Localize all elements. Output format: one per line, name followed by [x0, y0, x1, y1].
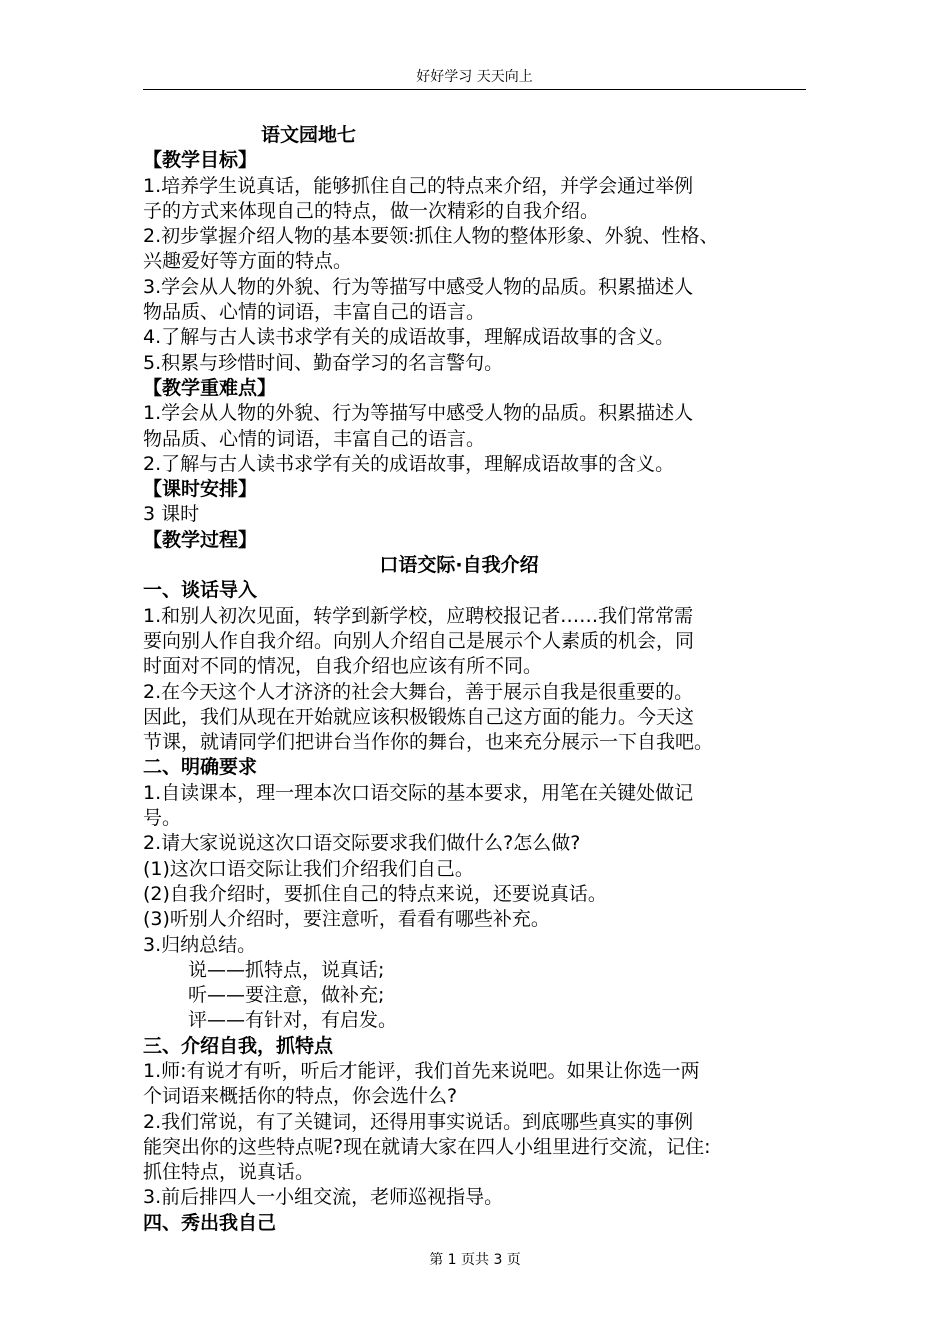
subsection-title: 口语交际·自我介绍 — [379, 554, 539, 577]
paragraph-line: 物品质、心情的词语，丰富自己的语言。 — [143, 301, 486, 324]
paragraph-line: 个词语来概括你的特点，你会选什么? — [143, 1085, 458, 1108]
summary-line: 说——抓特点，说真话; — [188, 958, 385, 981]
paragraph-line: 5.积累与珍惜时间、勤奋学习的名言警句。 — [143, 351, 504, 374]
header-text: 好好学习 天天向上 — [416, 69, 533, 85]
document-body — [143, 123, 823, 1236]
paragraph-line: 子的方式来体现自己的特点，做一次精彩的自我介绍。 — [143, 199, 600, 222]
paragraph-line: 1.和别人初次见面，转学到新学校，应聘校报记者……我们常常需 — [143, 604, 694, 627]
step-heading-2: 二、明确要求 — [143, 756, 258, 779]
paragraph-line: (2)自我介绍时，要抓住自己的特点来说，还要说真话。 — [143, 882, 607, 905]
paragraph-line: 时面对不同的情况，自我介绍也应该有所不同。 — [143, 655, 543, 678]
paragraph-line: 2.初步掌握介绍人物的基本要领:抓住人物的整体形象、外貌、性格、 — [143, 225, 719, 248]
paragraph-line: (3)听别人介绍时，要注意听，看看有哪些补充。 — [143, 908, 550, 931]
step-heading-4: 四、秀出我自己 — [143, 1211, 277, 1234]
paragraph-line: 1.师:有说才有听，听后才能评，我们首先来说吧。如果让你选一两 — [143, 1059, 700, 1082]
page-footer — [0, 1250, 950, 1270]
paragraph-line: 3.前后排四人一小组交流，老师巡视指导。 — [143, 1186, 504, 1209]
paragraph-line: 要向别人作自我介绍。向别人介绍自己是展示个人素质的机会，同 — [143, 629, 695, 652]
paragraph-line: 3 课时 — [143, 503, 200, 526]
paragraph-line: 1.自读课本，理一理本次口语交际的基本要求，用笔在关键处做记 — [143, 781, 694, 804]
paragraph-line: 3.归纳总结。 — [143, 933, 257, 956]
step-heading-3: 三、介绍自我，抓特点 — [143, 1034, 334, 1057]
page-header — [143, 66, 806, 90]
paragraph-line: 2.我们常说，有了关键词，还得用事实说话。到底哪些真实的事例 — [143, 1110, 694, 1133]
document-title: 语文园地七 — [261, 124, 357, 146]
step-heading-1: 一、谈话导入 — [143, 579, 258, 602]
paragraph-line: 3.学会从人物的外貌、行为等描写中感受人物的品质。积累描述人 — [143, 275, 694, 298]
paragraph-line: 号。 — [143, 807, 182, 830]
paragraph-line: 2.在今天这个人才济济的社会大舞台，善于展示自我是很重要的。 — [143, 680, 694, 703]
paragraph-line: 1.学会从人物的外貌、行为等描写中感受人物的品质。积累描述人 — [143, 402, 694, 425]
paragraph-line: 2.了解与古人读书求学有关的成语故事，理解成语故事的含义。 — [143, 452, 675, 475]
paragraph-line: 1.培养学生说真话，能够抓住自己的特点来介绍，并学会通过举例 — [143, 174, 694, 197]
section-heading-schedule: 【课时安排】 — [143, 478, 258, 501]
paragraph-line: 2.请大家说说这次口语交际要求我们做什么?怎么做? — [143, 832, 581, 855]
section-heading-objectives: 【教学目标】 — [143, 149, 258, 172]
section-heading-process: 【教学过程】 — [143, 528, 258, 551]
paragraph-line: 物品质、心情的词语，丰富自己的语言。 — [143, 427, 486, 450]
paragraph-line: 抓住特点，说真话。 — [143, 1161, 315, 1184]
paragraph-line: 4.了解与古人读书求学有关的成语故事，理解成语故事的含义。 — [143, 326, 675, 349]
section-heading-key-points: 【教学重难点】 — [143, 376, 277, 399]
paragraph-line: 能突出你的这些特点呢?现在就请大家在四人小组里进行交流，记住: — [143, 1135, 711, 1158]
page-number: 第 1 页共 3 页 — [429, 1252, 521, 1268]
paragraph-line: 节课，就请同学们把讲台当作你的舞台，也来充分展示一下自我吧。 — [143, 731, 714, 754]
paragraph-line: 兴趣爱好等方面的特点。 — [143, 250, 353, 273]
paragraph-line: (1)这次口语交际让我们介绍我们自己。 — [143, 857, 474, 880]
summary-line: 听——要注意，做补充; — [188, 984, 385, 1007]
paragraph-line: 因此，我们从现在开始就应该积极锻炼自己这方面的能力。今天这 — [143, 705, 695, 728]
summary-line: 评——有针对，有启发。 — [188, 1009, 398, 1032]
